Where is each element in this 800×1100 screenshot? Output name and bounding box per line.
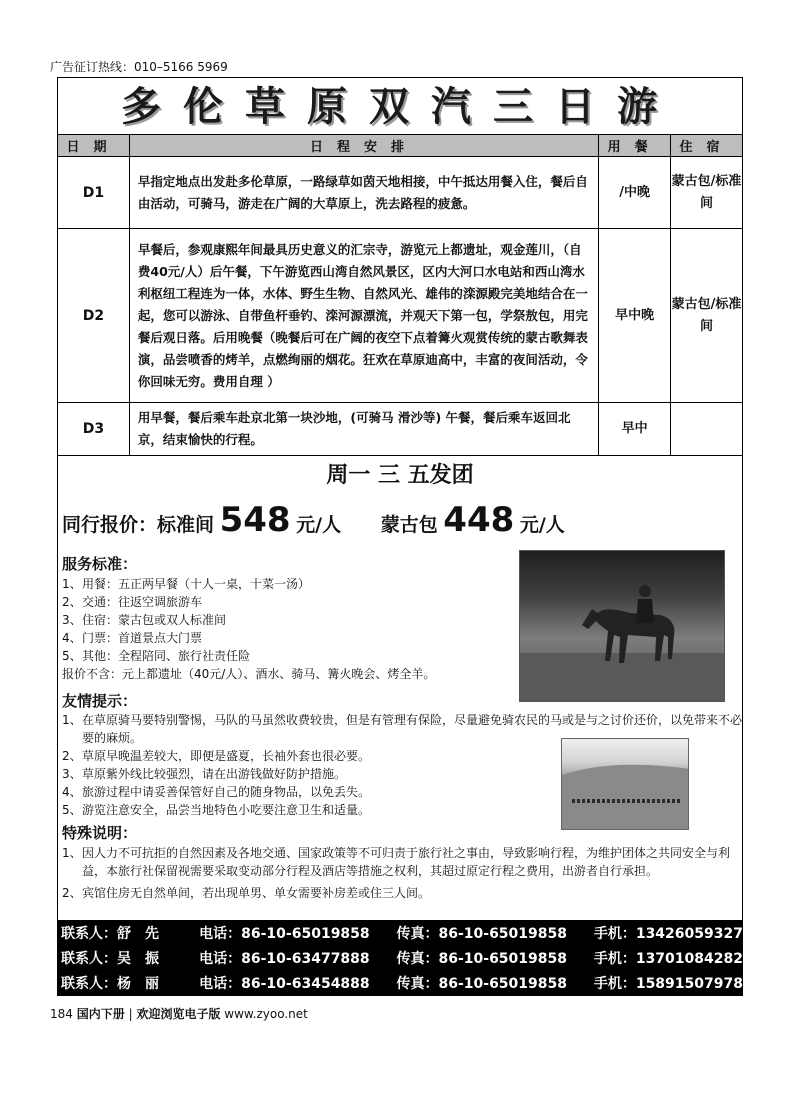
list-item: 1、 因人力不可抗拒的自然因素及各地交通、国家政策等不可归责于旅行社之事由，导致影响行程，为维护团体之共同安全与利益，本旅行社保留视需要采取变动部分行程及酒店等措施之权利，其超过原定行程之费用，出游者自行承担。 [62,846,731,878]
list-item: 2、 宾馆住房无自然单间，若出现单男、单女需要补房差或住三人间。 [62,886,431,900]
table-row [58,229,743,403]
meal-cell: 早中 [599,403,671,456]
section-label: 国内下册 [76,1007,125,1021]
contact-name: 联系人：吴 振 [61,950,159,967]
contact-row [57,945,743,970]
contacts-bar [57,920,743,996]
list-item: 1、 在草原骑马要特别警惕，马队的马虽然收费较贵，但是有管理有保险，尽量避免骑农民的马或是与之讨价还价，以免带来不必要的麻烦。 [62,713,743,745]
plan-cell: 用早餐，餐后乘车赴京北第一块沙地，(可骑马 滑沙等) 午餐，餐后乘车返回北京，结束愉快的行程。 [129,403,598,456]
price-standard: 548 [219,500,291,540]
meal-cell: /中晚 [599,157,671,229]
list-item: 1、 用餐：五正两早餐（十人一桌，十菜一汤） [62,577,311,591]
stay-cell: 蒙古包/标准间 [671,229,743,403]
ad-hotline: 广告征订热线：010–5166 5969 [50,60,228,74]
day-cell: D1 [58,157,130,229]
contact-phone: 电话：86-10-63454888 [199,975,370,992]
meal-cell: 早中晚 [599,229,671,403]
contact-phone: 电话：86-10-65019858 [199,925,370,942]
itinerary-table [57,134,743,456]
day-cell: D3 [58,403,130,456]
header-stay: 住宿 [671,135,743,157]
page-footer: 184 国内下册 | 欢迎浏览电子版 www.zyoo.net [50,1007,308,1021]
contact-mobile: 手机：13701084282 [593,950,743,967]
contact-mobile: 手机：15891507978 [593,975,743,992]
horse-rider-photo [519,550,725,702]
header-plan: 日程安排 [129,135,598,157]
table-header-row [58,135,743,157]
list-item: 5、 游览注意安全，品尝当地特色小吃要注意卫生和适量。 [62,803,371,817]
plan-cell: 早餐后，参观康熙年间最具历史意义的汇宗寺，游览元上都遗址，观金莲川，（自费40元/人）后午餐，下午游览西山湾自然风景区，区内大河口水电站和西山湾水利枢纽工程连为一体，水体、野生生物、自然风光、雄伟的滦源殿完美地结合在一起，您可以游泳、自带鱼杆垂钓、滦河源漂流，并观天下第一包，学祭敖包，用完餐后观日落。后用晚餐（晚餐后可在广阔的夜空下点着篝火观赏传统的蒙古歌舞表演，品尝喷香的烤羊，点燃绚丽的烟花。狂欢在草原迪高中，丰富的夜间活动，令你回味无穷。费用自理 ） [129,229,598,403]
herd-icon [562,739,689,830]
price-yurt: 448 [443,500,515,540]
table-row [58,157,743,229]
price-unit: 元/人 [296,514,342,536]
page-number: 184 [50,1007,73,1021]
grassland-photo [561,738,689,830]
horse-icon [520,551,725,702]
yurt-label: 蒙古包 [380,514,438,536]
list-item: 2、 草原早晚温差较大，即便是盛夏，长袖外套也很必要。 [62,749,371,763]
special-heading: 特殊说明： [62,824,138,842]
excluded-note: 报价不含：元上都遗址（40元/人）、酒水、骑马、篝火晚会、烤全羊。 [62,667,436,681]
service-heading: 服务标准： [62,555,138,573]
header-day: 日期 [58,135,130,157]
list-item: 3、 草原紫外线比较强烈，请在出游钱做好防护措施。 [62,767,347,781]
contact-name: 联系人：舒 先 [61,925,159,942]
contact-phone: 电话：86-10-63477888 [199,950,370,967]
contact-row [57,970,743,995]
stay-cell [671,403,743,456]
day-cell: D2 [58,229,130,403]
list-item: 5、 其他：全程陪同、旅行社责任险 [62,649,251,663]
list-item: 2、 交通：往返空调旅游车 [62,595,203,609]
footer-url[interactable]: www.zyoo.net [224,1007,308,1021]
footer-slogan: 欢迎浏览电子版 [136,1007,221,1021]
contact-name: 联系人：杨 丽 [61,975,159,992]
contact-row [57,920,743,945]
price-label: 同行报价：标准间 [62,514,215,536]
tips-heading: 友情提示： [62,692,138,710]
contact-mobile: 手机：13426059327 [593,925,743,942]
page-title: 多伦草原双汽三日游 [121,84,679,130]
header-meal: 用餐 [599,135,671,157]
list-item: 4、 旅游过程中请妥善保管好自己的随身物品，以免丢失。 [62,785,371,799]
service-list [62,575,512,683]
price-line [62,500,742,540]
contact-fax: 传真：86-10-65019858 [396,950,567,967]
list-item: 3、 住宿：蒙古包或双人标准间 [62,613,227,627]
plan-cell: 早指定地点出发赴多伦草原，一路绿草如茵天地相接，中午抵达用餐入住，餐后自由活动，可骑马，游走在广阔的大草原上，洗去路程的疲惫。 [129,157,598,229]
table-row [58,403,743,456]
departure-schedule: 周一 三 五发团 [326,463,474,488]
special-list [62,844,742,902]
list-item: 4、 门票：首道景点大门票 [62,631,203,645]
contact-fax: 传真：86-10-65019858 [396,975,567,992]
stay-cell: 蒙古包/标准间 [671,157,743,229]
price-unit-2: 元/人 [519,514,565,536]
contact-fax: 传真：86-10-65019858 [396,925,567,942]
